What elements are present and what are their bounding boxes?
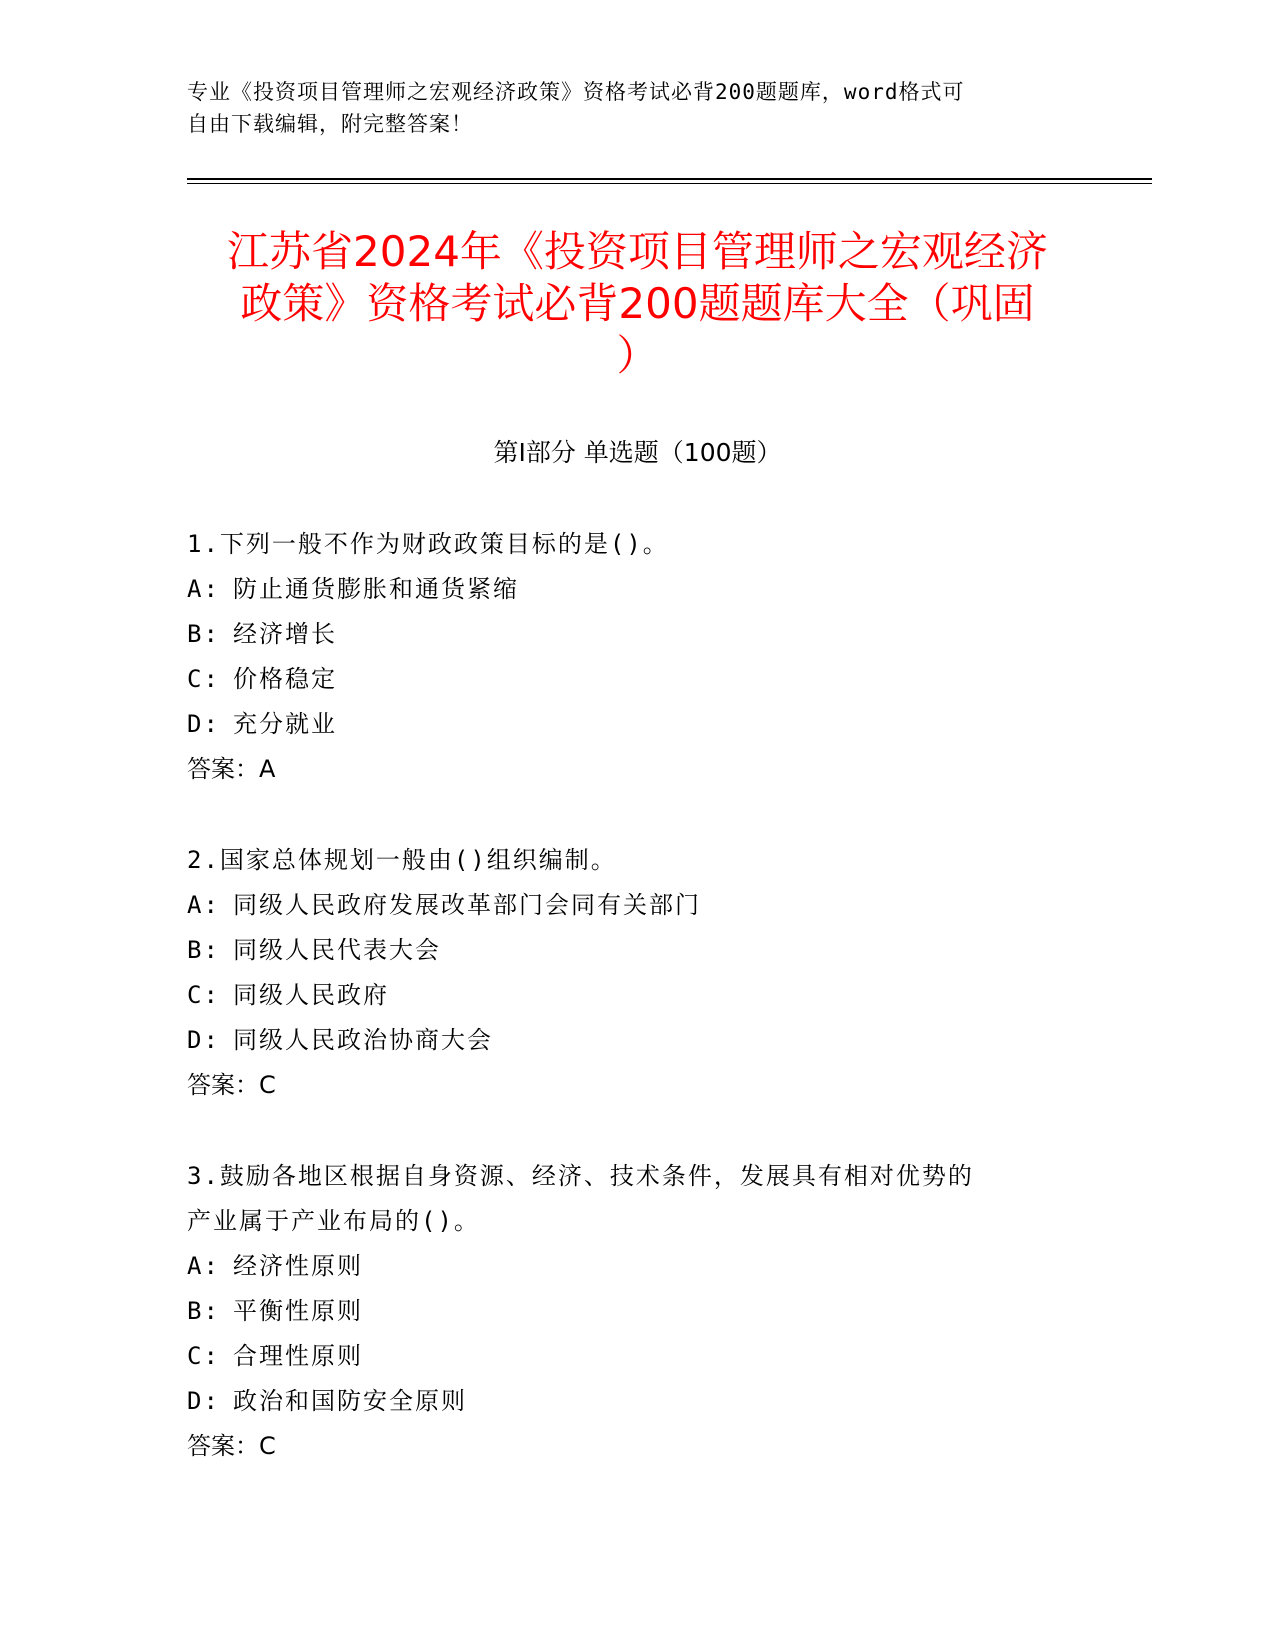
option-a <box>187 883 1067 928</box>
option-d <box>187 1379 1067 1424</box>
option-text: 合理性原则 <box>233 1342 363 1370</box>
header-note <box>187 76 1067 140</box>
question-stem-continued: 产业属于产业布局的()。 <box>187 1207 480 1235</box>
option-text: 经济性原则 <box>233 1252 363 1280</box>
question-stem: 3.鼓励各地区根据自身资源、经济、技术条件，发展具有相对优势的 <box>187 1162 974 1190</box>
section-heading: 第Ⅰ部分 单选题（100题） <box>493 438 782 467</box>
option-text: 同级人民政府 <box>233 981 389 1009</box>
document-title-line-1: 江苏省2024年《投资项目管理师之宏观经济 <box>227 227 1048 276</box>
header-divider-thin <box>187 183 1152 184</box>
option-label: C: <box>187 665 220 693</box>
option-label: C: <box>187 981 220 1009</box>
answer: 答案：C <box>187 1432 276 1460</box>
option-label: C: <box>187 1342 220 1370</box>
answer: 答案：C <box>187 1071 276 1099</box>
option-text: 价格稳定 <box>233 665 337 693</box>
question-list <box>187 522 1067 1515</box>
option-label: D: <box>187 1026 220 1054</box>
option-b <box>187 612 1067 657</box>
option-b <box>187 928 1067 973</box>
option-label: B: <box>187 1297 220 1325</box>
option-d <box>187 1018 1067 1063</box>
option-text: 同级人民政治协商大会 <box>233 1026 493 1054</box>
question-3 <box>187 1154 1067 1469</box>
document-title <box>150 226 1125 382</box>
option-c <box>187 1334 1067 1379</box>
header-note-line-2: 自由下载编辑，附完整答案！ <box>187 112 473 136</box>
question-1 <box>187 522 1067 792</box>
option-c <box>187 657 1067 702</box>
document-title-line-2: 政策》资格考试必背200题题库大全（巩固 <box>240 279 1035 328</box>
option-text: 充分就业 <box>233 710 337 738</box>
option-a <box>187 567 1067 612</box>
option-label: A: <box>187 575 220 603</box>
option-label: D: <box>187 1387 220 1415</box>
option-b <box>187 1289 1067 1334</box>
header-note-line-1: 专业《投资项目管理师之宏观经济政策》资格考试必背200题题库，word格式可 <box>187 80 965 104</box>
option-d <box>187 702 1067 747</box>
header-divider-thick <box>187 178 1152 180</box>
option-text: 防止通货膨胀和通货紧缩 <box>233 575 519 603</box>
question-stem: 1.下列一般不作为财政政策目标的是()。 <box>187 530 669 558</box>
option-a <box>187 1244 1067 1289</box>
option-text: 同级人民政府发展改革部门会同有关部门 <box>233 891 701 919</box>
question-stem: 2.国家总体规划一般由()组织编制。 <box>187 846 617 874</box>
option-label: B: <box>187 936 220 964</box>
answer: 答案：A <box>187 755 276 783</box>
option-text: 政治和国防安全原则 <box>233 1387 467 1415</box>
option-text: 经济增长 <box>233 620 337 648</box>
option-text: 平衡性原则 <box>233 1297 363 1325</box>
option-text: 同级人民代表大会 <box>233 936 441 964</box>
option-c <box>187 973 1067 1018</box>
option-label: A: <box>187 1252 220 1280</box>
option-label: B: <box>187 620 220 648</box>
option-label: D: <box>187 710 220 738</box>
document-title-line-3: ） <box>616 331 659 380</box>
question-2 <box>187 838 1067 1108</box>
option-label: A: <box>187 891 220 919</box>
